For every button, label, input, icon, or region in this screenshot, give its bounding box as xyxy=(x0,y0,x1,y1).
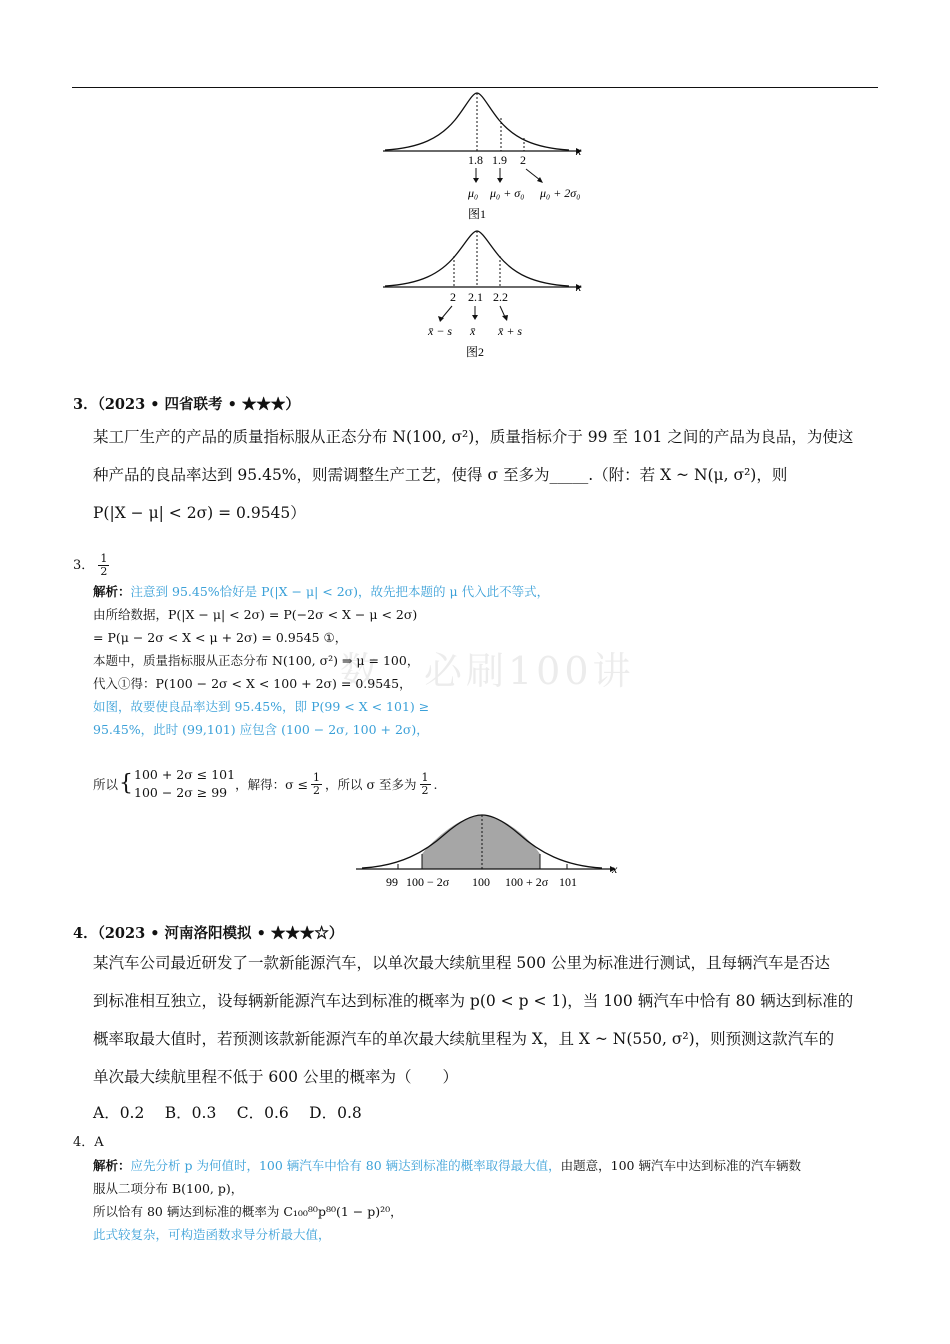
a4-number: 4．A xyxy=(73,1135,104,1150)
fig3-shaded-area xyxy=(422,815,540,869)
a3-line-3: = P(μ − 2σ < X < μ + 2σ) = 0.9545 ①， xyxy=(93,630,348,645)
fig2-tick-2: 2.1 xyxy=(468,290,483,304)
q4-line-2: 到标准相互独立，设每辆新能源汽车达到标准的概率为 p(0 < p < 1)，当 100 辆汽车中恰有 80 辆达到标准的 xyxy=(93,992,854,1010)
fig2-arrow-3 xyxy=(500,306,505,317)
a3-line-2: 由所给数据，P(|X − μ| < 2σ) = P(−2σ < X − μ < 2σ) xyxy=(93,607,418,622)
a3-line-4: 本题中，质量指标服从正态分布 N(100, σ²) ⇒ μ = 100， xyxy=(93,653,420,668)
fig2-label-2: x̄ xyxy=(470,324,476,338)
a3-line-7: 95.45%，此时 (99,101) 应包含 (100 − 2σ, 100 + 2σ)， xyxy=(93,722,429,737)
fig1-arrow-3 xyxy=(526,169,540,180)
fig2-caption: 图2 xyxy=(466,345,485,359)
figure-1-normal-curve xyxy=(380,90,590,225)
fig1-tick-2: 1.9 xyxy=(492,153,507,167)
fig2-tick-3: 2.2 xyxy=(493,290,508,304)
figure-3-shaded-normal-curve xyxy=(350,808,630,893)
q4-line-4: 单次最大续航里程不低于 600 公里的概率为（ ） xyxy=(93,1068,458,1086)
fig1-axis-label: x xyxy=(576,144,582,158)
fig2-label-3: x̄ + s xyxy=(498,324,523,338)
a4-line-3: 所以恰有 80 辆达到标准的概率为 C₁₀₀⁸⁰p⁸⁰(1 − p)²⁰， xyxy=(93,1204,403,1219)
fig2-arrow-1 xyxy=(442,306,452,318)
brace-icon: { xyxy=(119,771,134,796)
a3-solution xyxy=(93,580,713,741)
q3-line-3: P(|X − μ| < 2σ) = 0.9545） xyxy=(93,504,306,522)
fig2-axis-label: x xyxy=(576,280,582,294)
q4-heading: 4．（2023 • 河南洛阳模拟 • ★★★☆） xyxy=(73,925,344,942)
q4-line-3: 概率取最大值时，若预测该款新能源汽车的单次最大续航里程为 X，且 X ~ N(550, σ²)，则预测这款汽车的 xyxy=(93,1030,835,1048)
a4-line-4: 此式较复杂，可构造函数求导分析最大值， xyxy=(93,1227,331,1242)
a3-system: 100 + 2σ ≤ 101 100 − 2σ ≥ 99 xyxy=(134,767,236,800)
fig1-tick-3: 2 xyxy=(520,153,526,167)
fig3-tick-1: 99 xyxy=(386,875,398,889)
fig3-tick-4: 100 + 2σ xyxy=(505,875,549,889)
watermark: 数 必刷100讲 xyxy=(340,649,635,693)
q4-body xyxy=(93,944,883,1130)
a3-answer-fraction: $\frac{1}{2}$ xyxy=(100,552,108,578)
header-rule xyxy=(72,87,878,88)
fig2-tick-1: 2 xyxy=(450,290,456,304)
a4-line-1: 解析：应先分析 p 为何值时，100 辆汽车中恰有 80 辆达到标准的概率取得最大值，由题意，100 辆汽车中达到标准的汽车辆数 xyxy=(93,1158,801,1173)
a3-line-5: 代入①得：P(100 − 2σ < X < 100 + 2σ) = 0.9545， xyxy=(93,676,412,691)
a4-solution xyxy=(93,1154,893,1246)
fig3-axis-label: x xyxy=(612,862,618,876)
fig3-tick-5: 101 xyxy=(559,875,577,889)
q3-heading: 3．（2023 • 四省联考 • ★★★） xyxy=(73,396,300,413)
q3-body xyxy=(93,418,883,532)
a3-line-6: 如图，故要使良品率达到 95.45%，即 P(99 < X < 101) ≥ xyxy=(93,699,430,714)
fig2-label-1: x̄ − s xyxy=(428,324,453,338)
fig3-tick-2: 100 − 2σ xyxy=(406,875,450,889)
figure-2-normal-curve xyxy=(380,228,590,363)
q4-line-1: 某汽车公司最近研发了一款新能源汽车，以单次最大续航里程 500 公里为标准进行测试，且每辆汽车是否达 xyxy=(93,954,830,972)
q3-line-2: 种产品的良品率达到 95.45%，则需调整生产工艺，使得 σ 至多为_____.（附：若 X ~ N(μ, σ²)，则 xyxy=(93,466,788,484)
a3-line-8: 所以 { 100 + 2σ ≤ 101 100 − 2σ ≥ 99 ，解得：σ ≤ $\frac{1}{2}$ ，所以 σ 至多为 $\frac{1}{2}$ . xyxy=(93,767,438,800)
q3-line-1: 某工厂生产的产品的质量指标服从正态分布 N(100, σ²)，质量指标介于 99 至 101 之间的产品为良品，为使这 xyxy=(93,428,854,446)
fig1-label-3: μ₀ + 2σ₀ xyxy=(540,186,581,200)
a3-line-1: 解析：注意到 95.45%恰好是 P(|X − μ| < 2σ)，故先把本题的 μ 代入此不等式， xyxy=(93,584,550,599)
fig3-tick-3: 100 xyxy=(472,875,490,889)
a3-number: 3． $\frac{1}{2}$ xyxy=(73,552,108,578)
fig1-label-2: μ₀ + σ₀ xyxy=(490,186,525,200)
fig1-label-1: μ₀ xyxy=(468,186,479,200)
q4-options: A．0.2 B．0.3 C．0.6 D．0.8 xyxy=(93,1104,362,1122)
fig1-caption: 图1 xyxy=(468,207,487,221)
a4-line-2: 服从二项分布 B(100, p)， xyxy=(93,1181,244,1196)
fig1-tick-1: 1.8 xyxy=(468,153,483,167)
